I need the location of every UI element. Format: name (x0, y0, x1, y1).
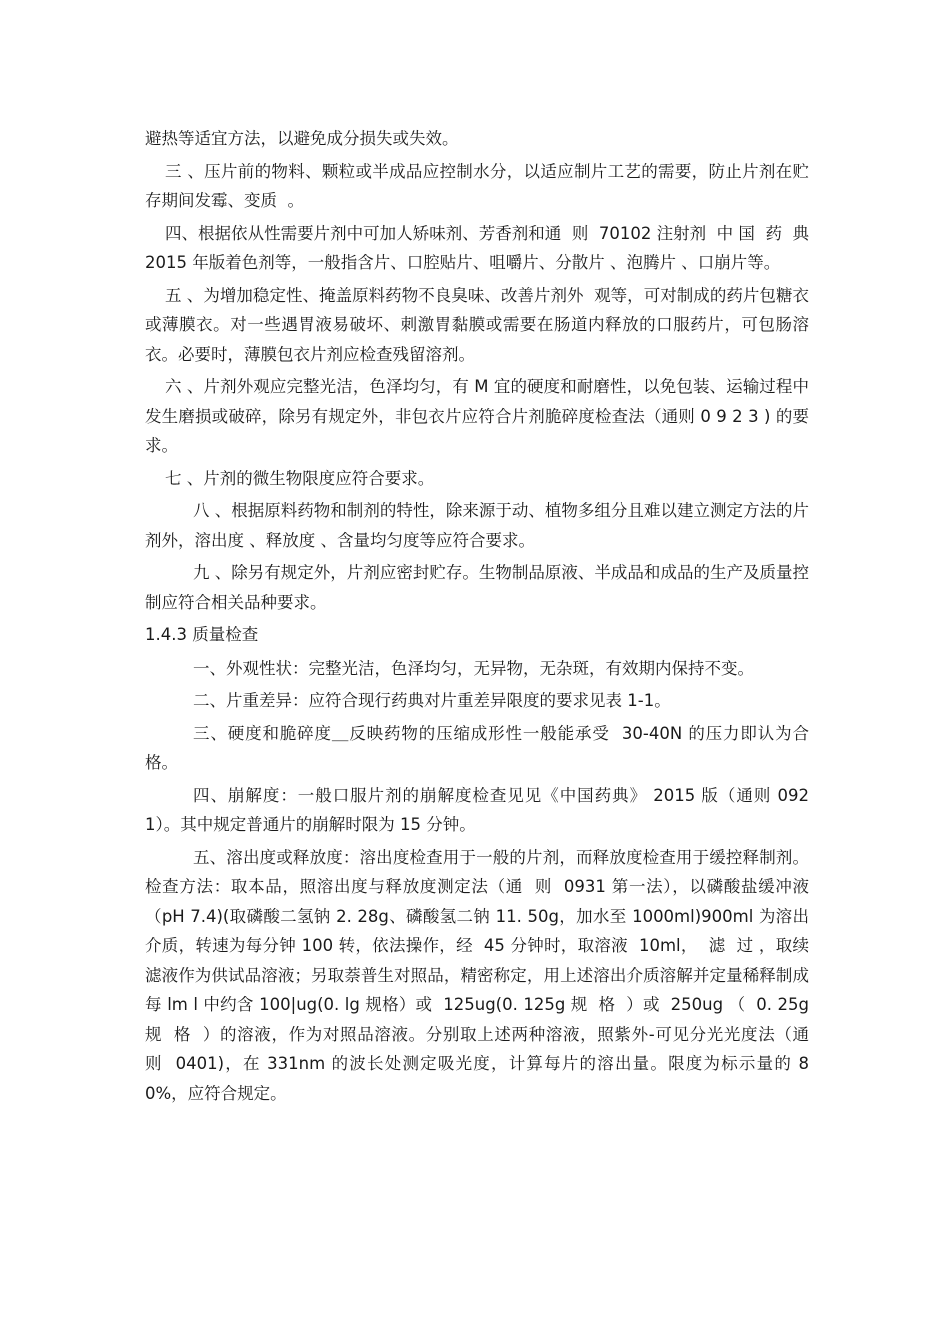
paragraph-item-4: 四、根据依从性需要片剂中可加人矫味剂、芳香剂和通 则 70102 注射剂 中 国 药 典 2015 年版着色剂等，一般指含片、口腔贴片、咀嚼片、分散片 、泡腾片 、口崩片等。 (145, 223, 820, 272)
paragraph-disintegration: 四、崩解度：一般口服片剂的崩解度检查见见《中国药典》 2015 版（通则 0921）。其中规定普通片的崩解时限为 15 分钟。 (145, 785, 809, 834)
paragraph-item-3: 三 、压片前的物料、颗粒或半成品应控制水分，以适应制片工艺的需要，防止片剂在贮存期间发霉、变质 。 (145, 161, 809, 210)
paragraph-appearance: 一、外观性状：完整光洁，色泽均匀，无异物，无杂斑，有效期内保持不变。 (193, 658, 754, 678)
paragraph-item-6: 六 、片剂外观应完整光洁，色泽均匀，有 M 宜的硬度和耐磨性，以免包装、运输过程中发生磨损或破碎，除另有规定外，非包衣片应符合片剂脆碎度检查法（通则 0 9 2 3 ) 的要求。 (145, 377, 809, 455)
document-page (145, 124, 820, 1108)
paragraph-item-5: 五 、为增加稳定性、掩盖原料药物不良臭味、改善片剂外 观等，可对制成的药片包糖衣或薄膜衣。对一些遇胃液易破坏、刺激胃黏膜或需要在肠道内释放的口服药片，可包肠溶衣。必要时，薄膜包衣片剂应检查残留溶剂。 (145, 285, 809, 364)
paragraph-item-8: 八 、根据原料药物和制剂的特性，除来源于动、植物多组分且难以建立测定方法的片剂外，溶出度 、释放度 、含量均匀度等应符合要求。 (145, 501, 809, 550)
paragraph-item-9: 九 、除另有规定外，片剂应密封贮存。生物制品原液、半成品和成品的生产及质量控制应符合相关品种要求。 (145, 563, 809, 612)
paragraph-hardness: 三、硬度和脆碎度＿反映药物的压缩成形性一般能承受 30-40N 的压力即认为合格。 (145, 723, 809, 772)
paragraph-weight-variation: 二、片重差异：应符合现行药典对片重差异限度的要求见表 1-1。 (193, 691, 671, 710)
paragraph-continuation: 避热等适宜方法，以避免成分损失或失效。 (145, 129, 459, 148)
section-heading: 1.4.3 质量检查 (145, 625, 259, 644)
paragraph-item-7: 七 、片剂的微生物限度应符合要求。 (165, 468, 435, 488)
paragraph-dissolution: 五、溶出度或释放度：溶出度检查用于一般的片剂，而释放度检查用于缓控释制剂。检查方法：取本品，照溶出度与释放度测定法（通 则 0931 第一法），以磷酸盐缓冲液（pH 7.4)(取磷酸二氢钠 2. 28g、磷酸氢二钠 11. 50g，加水至 1000ml)900ml 为溶出介质，转速为每分钟 100 转，依法操作，经 45 分钟时，取溶液 10ml， 滤 过 ，取续滤液作为供试品溶液；另取萘普生对照品，精密称定，用上述溶出介质溶解并定量稀释制成每 lm l 中约含 100|ug(0. lg 规格）或 125ug(0. 125g 规 格 ）或 250ug （ 0. 25g 规 格 ）的溶液，作为对照品溶液。分别取上述两种溶液，照紫外-可见分光光度法（通 则 0401)，在 331nm 的波长处测定吸光度，计算每片的溶出量。限度为标示量的 80%，应符合规定。 (145, 847, 820, 1103)
